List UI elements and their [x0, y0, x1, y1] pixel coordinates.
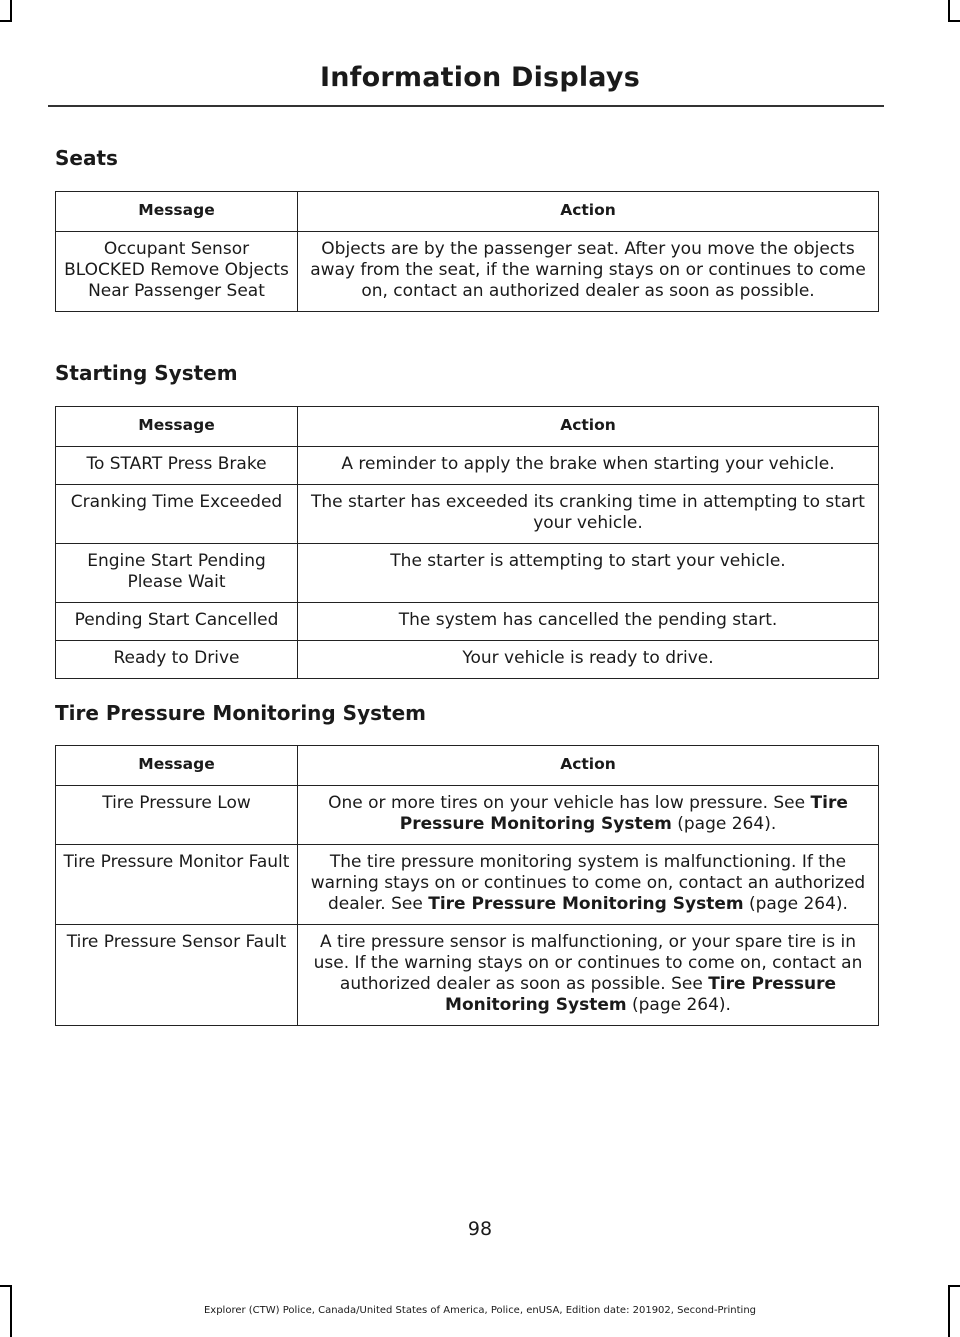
table-header-row	[56, 407, 879, 447]
cross-reference-link[interactable]: Tire Pressure Monitoring System	[399, 793, 848, 834]
column-header-action: Action	[298, 192, 879, 232]
message-cell: Tire Pressure Sensor Fault	[56, 925, 298, 1026]
table-row	[56, 544, 879, 603]
action-cell: A reminder to apply the brake when starting your vehicle.	[298, 447, 879, 485]
message-cell: Pending Start Cancelled	[56, 603, 298, 641]
cross-reference-link[interactable]: Tire Pressure Monitoring System	[428, 894, 744, 914]
message-cell: Cranking Time Exceeded	[56, 485, 298, 544]
page-reference: (page 264).	[743, 894, 848, 914]
table-row	[56, 786, 879, 845]
crop-mark-bottom-left-horizontal	[0, 1285, 12, 1287]
action-text: The tire pressure monitoring system is malfunctioning. If the warning stays on or continues to come on, contact an authorized dealer. See	[310, 852, 866, 914]
action-cell: Your vehicle is ready to drive.	[298, 641, 879, 679]
action-cell: The system has cancelled the pending start.	[298, 603, 879, 641]
message-cell: Ready to Drive	[56, 641, 298, 679]
table-row	[56, 485, 879, 544]
table-row	[56, 232, 879, 312]
message-cell: Tire Pressure Low	[56, 786, 298, 845]
page-header-title: Information Displays	[320, 62, 640, 93]
action-cell: Objects are by the passenger seat. After you move the objects away from the seat, if the warning stays on or continues to come on, contact an authorized dealer as soon as possible.	[298, 232, 879, 312]
crop-mark-top-left-vertical	[10, 0, 12, 22]
column-header-message: Message	[56, 407, 298, 447]
message-cell: Tire Pressure Monitor Fault	[56, 845, 298, 925]
tire-pressure-table	[55, 745, 879, 1026]
seats-table	[55, 191, 879, 312]
action-cell: The starter has exceeded its cranking time in attempting to start your vehicle.	[298, 485, 879, 544]
page-reference: (page 264).	[671, 814, 777, 834]
action-cell	[298, 925, 879, 1026]
action-cell	[298, 845, 879, 925]
cross-reference-link[interactable]: Tire Pressure Monitoring System	[445, 974, 837, 1015]
action-text: A tire pressure sensor is malfunctioning, or your spare tire is in use. If the warning stays on or continues to come on, contact an authorized dealer as soon as possible. See	[313, 932, 863, 994]
page-reference: (page 264).	[626, 995, 731, 1015]
message-cell: Occupant Sensor BLOCKED Remove Objects Near Passenger Seat	[56, 232, 298, 312]
action-cell	[298, 786, 879, 845]
action-cell: The starter is attempting to start your vehicle.	[298, 544, 879, 603]
starting-system-table	[55, 406, 879, 679]
page-number: 98	[467, 1218, 493, 1240]
crop-mark-bottom-right-horizontal	[948, 1285, 960, 1287]
message-cell: Engine Start Pending Please Wait	[56, 544, 298, 603]
crop-mark-top-right-vertical	[948, 0, 950, 22]
header-rule	[48, 105, 884, 107]
column-header-action: Action	[298, 746, 879, 786]
message-cell: To START Press Brake	[56, 447, 298, 485]
table-row	[56, 641, 879, 679]
column-header-message: Message	[56, 746, 298, 786]
section-title-seats: Seats	[55, 146, 118, 170]
table-row	[56, 925, 879, 1026]
table-header-row	[56, 746, 879, 786]
action-text: One or more tires on your vehicle has low pressure. See	[328, 793, 811, 813]
crop-mark-top-right-horizontal	[948, 20, 960, 22]
table-header-row	[56, 192, 879, 232]
table-row	[56, 845, 879, 925]
column-header-action: Action	[298, 407, 879, 447]
section-title-starting-system: Starting System	[55, 361, 238, 385]
crop-mark-top-left-horizontal	[0, 20, 12, 22]
table-row	[56, 603, 879, 641]
section-title-tire-pressure: Tire Pressure Monitoring System	[55, 701, 426, 725]
footer-edition-info: Explorer (CTW) Police, Canada/United States of America, Police, enUSA, Edition date: 201902, Second-Printing	[203, 1305, 757, 1316]
column-header-message: Message	[56, 192, 298, 232]
table-row	[56, 447, 879, 485]
